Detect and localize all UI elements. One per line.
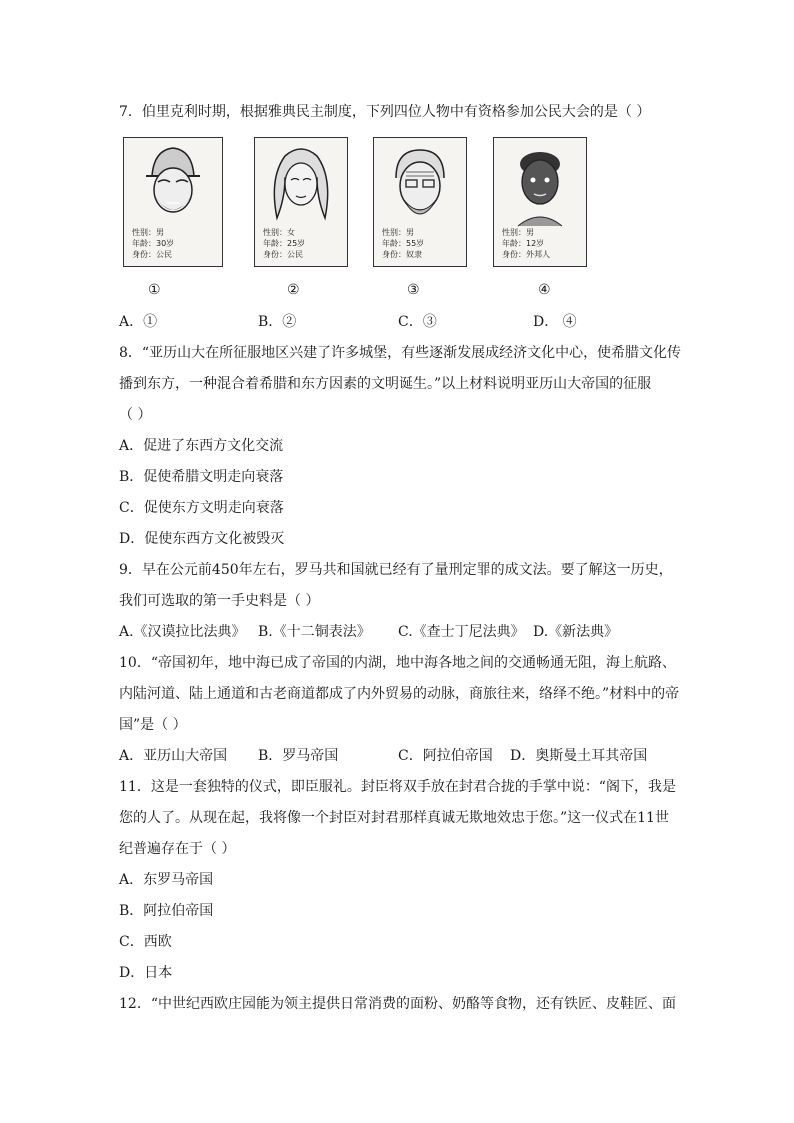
card-1-age: 年龄：30岁 — [132, 239, 175, 248]
card-3-identity: 身份：奴隶 — [382, 250, 422, 259]
q9-line-1: 9．早在公元前450年左右，罗马共和国就已经有了量刑定罪的成文法。要了解这一历史， — [119, 562, 673, 578]
card-2-age: 年龄：25岁 — [263, 239, 306, 248]
q12-line-1: 12．“中世纪西欧庄园能为领主提供日常消费的面粉、奶酪等食物，还有铁匠、皮鞋匠、面 — [119, 996, 676, 1012]
card-4-age: 年龄：12岁 — [502, 239, 545, 248]
portrait-man-cap-icon — [124, 138, 222, 228]
portrait-card-3 — [373, 137, 467, 267]
q11-option-d: D．日本 — [119, 965, 173, 981]
portrait-old-man-icon — [374, 138, 466, 228]
q11-option-b: B．阿拉伯帝国 — [119, 903, 214, 919]
q7-option-b: B．② — [258, 314, 297, 330]
q7-stem: 7．伯里克利时期，根据雅典民主制度，下列四位人物中有资格参加公民大会的是（ ） — [119, 104, 651, 120]
q10-option-d: D．奥斯曼土耳其帝国 — [510, 748, 648, 764]
card-1-identity: 身份：公民 — [132, 250, 172, 259]
card-3-age: 年龄：55岁 — [382, 239, 425, 248]
q10-line-2: 内陆河道、陆上通道和古老商道都成了内外贸易的动脉，商旅往来，络绎不绝。”材料中的帝 — [119, 686, 680, 702]
q7-option-d: D． ④ — [533, 314, 577, 330]
q10-line-1: 10．“帝国初年，地中海已成了帝国的内湖，地中海各地之间的交通畅通无阻，海上航路、 — [119, 655, 676, 671]
card-1-gender: 性别：男 — [132, 228, 164, 237]
q9-option-a: A.《汉谟拉比法典》 — [119, 624, 246, 640]
card-2-identity: 身份：公民 — [263, 250, 303, 259]
q11-option-c: C．西欧 — [119, 934, 172, 950]
q10-option-c: C．阿拉伯帝国 — [398, 748, 493, 764]
card-number-1: ① — [148, 282, 161, 298]
q7-option-a: A．① — [119, 314, 158, 330]
q11-line-1: 11．这是一套独特的仪式，即臣服礼。封臣将双手放在封君合拢的手掌中说：“阁下，我是 — [119, 779, 676, 795]
card-3-gender: 性别：男 — [382, 228, 414, 237]
q9-option-b: B.《十二铜表法》 — [258, 624, 371, 640]
q8-line-1: 8．“亚历山大在所征服地区兴建了许多城堡，有些逐渐发展成经济文化中心，使希腊文化传 — [119, 345, 682, 361]
portrait-card-2 — [254, 137, 348, 267]
q9-option-c: C.《查士丁尼法典》 — [398, 624, 525, 640]
q10-option-b: B．罗马帝国 — [258, 748, 339, 764]
q8-line-3: （ ） — [119, 407, 152, 423]
card-4-identity: 身份：外邦人 — [502, 250, 550, 259]
q10-option-a: A．亚历山大帝国 — [119, 748, 228, 764]
portrait-card-1 — [123, 137, 223, 267]
q11-option-a: A．东罗马帝国 — [119, 872, 214, 888]
q10-line-3: 国”是（ ） — [119, 717, 187, 733]
q8-line-2: 播到东方，一种混合着希腊和东方因素的文明诞生。”以上材料说明亚历山大帝国的征服 — [119, 376, 652, 392]
q11-line-3: 纪普遍存在于（ ） — [119, 841, 236, 857]
card-number-2: ② — [287, 282, 300, 298]
portrait-woman-icon — [255, 138, 347, 228]
q7-option-c: C．③ — [398, 314, 437, 330]
q9-line-2: 我们可选取的第一手史料是（ ） — [119, 593, 320, 609]
q9-option-d: D.《新法典》 — [533, 624, 619, 640]
card-number-4: ④ — [538, 282, 551, 298]
q8-option-c: C．促使东方文明走向衰落 — [119, 500, 284, 516]
portrait-card-4 — [493, 137, 587, 267]
q11-line-2: 您的人了。从现在起，我将像一个封臣对封君那样真诚无欺地效忠于您。”这一仪式在11世 — [119, 810, 669, 826]
card-2-gender: 性别：女 — [263, 228, 295, 237]
q8-option-b: B．促使希腊文明走向衰落 — [119, 469, 284, 485]
portrait-boy-icon — [494, 138, 586, 228]
card-number-3: ③ — [407, 282, 420, 298]
q8-option-d: D．促使东西方文化被毁灭 — [119, 531, 285, 547]
card-4-gender: 性别：男 — [502, 228, 534, 237]
q8-option-a: A．促进了东西方文化交流 — [119, 438, 284, 454]
